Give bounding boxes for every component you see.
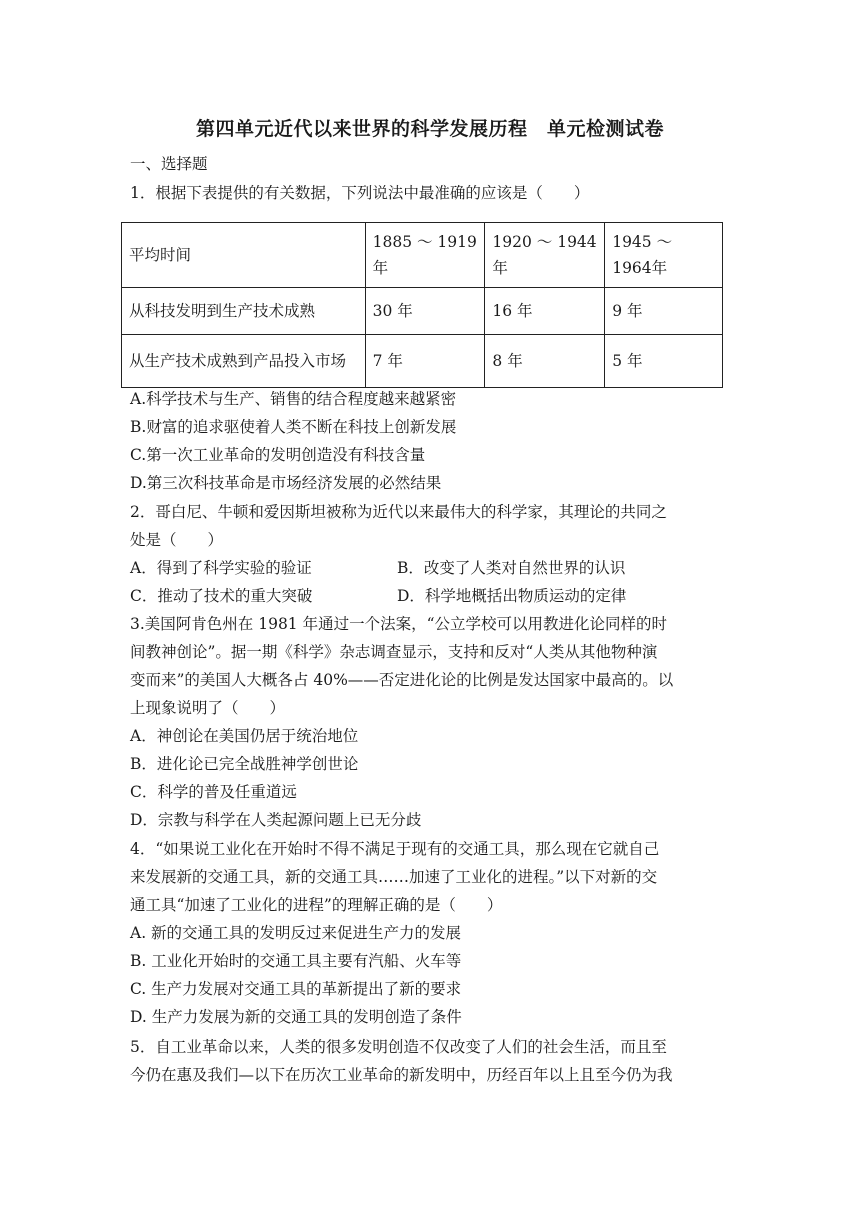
question-3-stem: 3.美国阿肯色州在 1981 年通过一个法案，“公立学校可以用教进化论同样的时 (130, 615, 668, 633)
section-heading: 一、选择题 (130, 155, 208, 173)
table-cell: 16 年 (485, 288, 605, 335)
option-a: A．得到了科学实验的验证 (130, 559, 312, 577)
table-row (122, 288, 723, 335)
option-a: A．神创论在美国仍居于统治地位 (130, 727, 359, 745)
option-c: C．推动了技术的重大突破 (130, 587, 313, 605)
question-4-stem-cont: 来发展新的交通工具，新的交通工具……加速了工业化的进程。”以下对新的交 (130, 868, 658, 886)
data-table (121, 222, 723, 388)
table-cell: 30 年 (365, 288, 485, 335)
option-d: D．科学地概括出物质运动的定律 (397, 587, 627, 605)
question-4-stem-cont: 通工具“加速了工业化的进程”的理解正确的是（ ） (130, 896, 503, 914)
table-header-row (122, 223, 723, 288)
option-c: C.第一次工业革命的发明创造没有科技含量 (130, 446, 426, 464)
table-cell: 1920 ～ 1944年 (485, 223, 605, 288)
question-3-stem-cont: 间教神创论”。据一期《科学》杂志调查显示，支持和反对“人类从其他物种演 (130, 643, 658, 661)
question-5-stem-cont: 今仍在惠及我们—以下在历次工业革命的新发明中，历经百年以上且至今仍为我 (130, 1066, 673, 1084)
option-b: B．改变了人类对自然世界的认识 (397, 559, 626, 577)
table-cell: 从生产技术成熟到产品投入市场 (122, 335, 366, 388)
question-2-stem: 2．哥白尼、牛顿和爱因斯坦被称为近代以来最伟大的科学家，其理论的共同之 (130, 503, 667, 521)
question-3-stem-cont: 上现象说明了（ ） (130, 699, 286, 717)
table-cell: 平均时间 (122, 223, 366, 288)
table-row (122, 335, 723, 388)
table-cell: 9 年 (605, 288, 723, 335)
page-title: 第四单元近代以来世界的科学发展历程 单元检测试卷 (195, 118, 664, 140)
question-1-stem: 1．根据下表提供的有关数据，下列说法中最准确的应该是（ ） (130, 184, 590, 202)
option-b: B．进化论已完全战胜神学创世论 (130, 755, 359, 773)
table-cell: 5 年 (605, 335, 723, 388)
question-5-stem: 5．自工业革命以来，人类的很多发明创造不仅改变了人们的社会生活，而且至 (130, 1038, 667, 1056)
option-c: C. 生产力发展对交通工具的革新提出了新的要求 (130, 980, 462, 998)
question-4-stem: 4．“如果说工业化在开始时不得不满足于现有的交通工具，那么现在它就自己 (130, 840, 660, 858)
table-cell: 7 年 (365, 335, 485, 388)
question-3-stem-cont: 变而来”的美国人大概各占 40%——否定进化论的比例是发达国家中最高的。以 (130, 671, 674, 689)
option-d: D．宗教与科学在人类起源问题上已无分歧 (130, 811, 422, 829)
option-c: C．科学的普及任重道远 (130, 783, 297, 801)
option-a: A.科学技术与生产、销售的结合程度越来越紧密 (130, 390, 457, 408)
option-a: A. 新的交通工具的发明反过来促进生产力的发展 (130, 924, 462, 942)
option-d: D.第三次科技革命是市场经济发展的必然结果 (130, 474, 442, 492)
question-2-stem-cont: 处是（ ） (130, 531, 224, 549)
table-cell: 从科技发明到生产技术成熟 (122, 288, 366, 335)
table-cell: 8 年 (485, 335, 605, 388)
option-d: D. 生产力发展为新的交通工具的发明创造了条件 (130, 1008, 462, 1026)
table-cell: 1945 ～ 1964年 (605, 223, 723, 288)
option-b: B. 工业化开始时的交通工具主要有汽船、火车等 (130, 952, 462, 970)
table-cell: 1885 ～ 1919年 (365, 223, 485, 288)
option-b: B.财富的追求驱使着人类不断在科技上创新发展 (130, 418, 457, 436)
